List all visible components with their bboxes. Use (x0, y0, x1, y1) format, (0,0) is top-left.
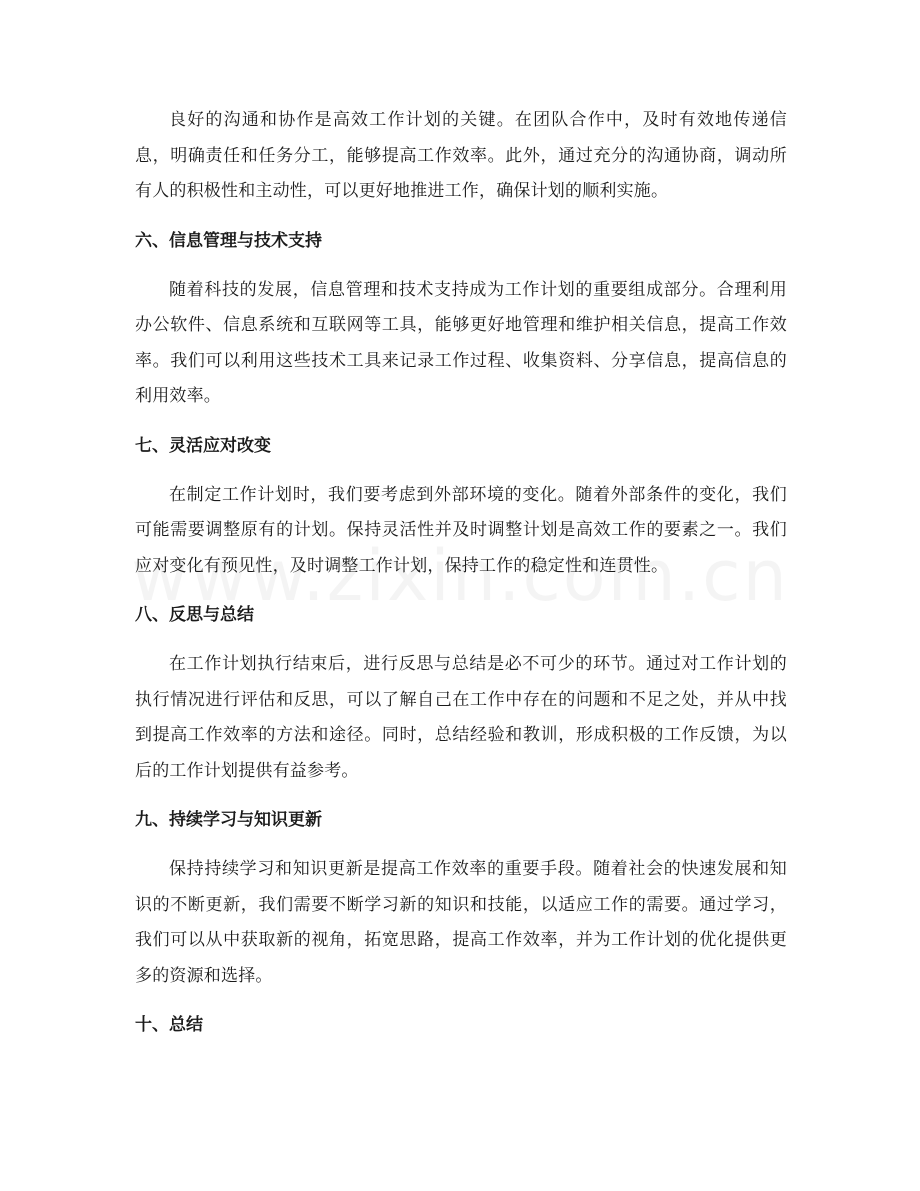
heading-section-6: 六、信息管理与技术支持 (135, 230, 322, 251)
paragraph-section-9: 保持持续学习和知识更新是提高工作效率的重要手段。随着社会的快速发展和知识的不断更新，我们需要不断学习新的知识和技能，以适应工作的需要。通过学习，我们可以从中获取新的视角，拓宽思路，提高工作效率，并为工作计划的优化提供更多的资源和选择。 (135, 859, 787, 986)
heading-section-8: 八、反思与总结 (135, 605, 254, 625)
heading-section-7: 七、灵活应对改变 (135, 435, 271, 456)
paragraph-section-8: 在工作计划执行结束后，进行反思与总结是必不可少的环节。通过对工作计划的执行情况进行评估和反思，可以了解自己在工作中存在的问题和不足之处，并从中找到提高工作效率的方法和途径。同时，总结经验和教训，形成积极的工作反馈，为以后的工作计划提供有益参考。 (135, 654, 787, 781)
paragraph-section-7: 在制定工作计划时，我们要考虑到外部环境的变化。随着外部条件的变化，我们可能需要调整原有的计划。保持灵活性并及时调整计划是高效工作的要素之一。我们应对变化有预见性，及时调整工作计划，保持工作的稳定性和连贯性。 (135, 484, 787, 576)
heading-section-10: 十、总结 (135, 1015, 203, 1035)
paragraph-section-6: 随着科技的发展，信息管理和技术支持成为工作计划的重要组成部分。合理利用办公软件、信息系统和互联网等工具，能够更好地管理和维护相关信息，提高工作效率。我们可以利用这些技术工具来记录工作过程、收集资料、分享信息，提高信息的利用效率。 (135, 279, 787, 406)
document-body (135, 103, 787, 1043)
paragraph-communication: 良好的沟通和协作是高效工作计划的关键。在团队合作中，及时有效地传递信息，明确责任和任务分工，能够提高工作效率。此外，通过充分的沟通协商，调动所有人的积极性和主动性，可以更好地推进工作，确保计划的顺利实施。 (135, 110, 787, 201)
heading-section-9: 九、持续学习与知识更新 (135, 810, 322, 830)
